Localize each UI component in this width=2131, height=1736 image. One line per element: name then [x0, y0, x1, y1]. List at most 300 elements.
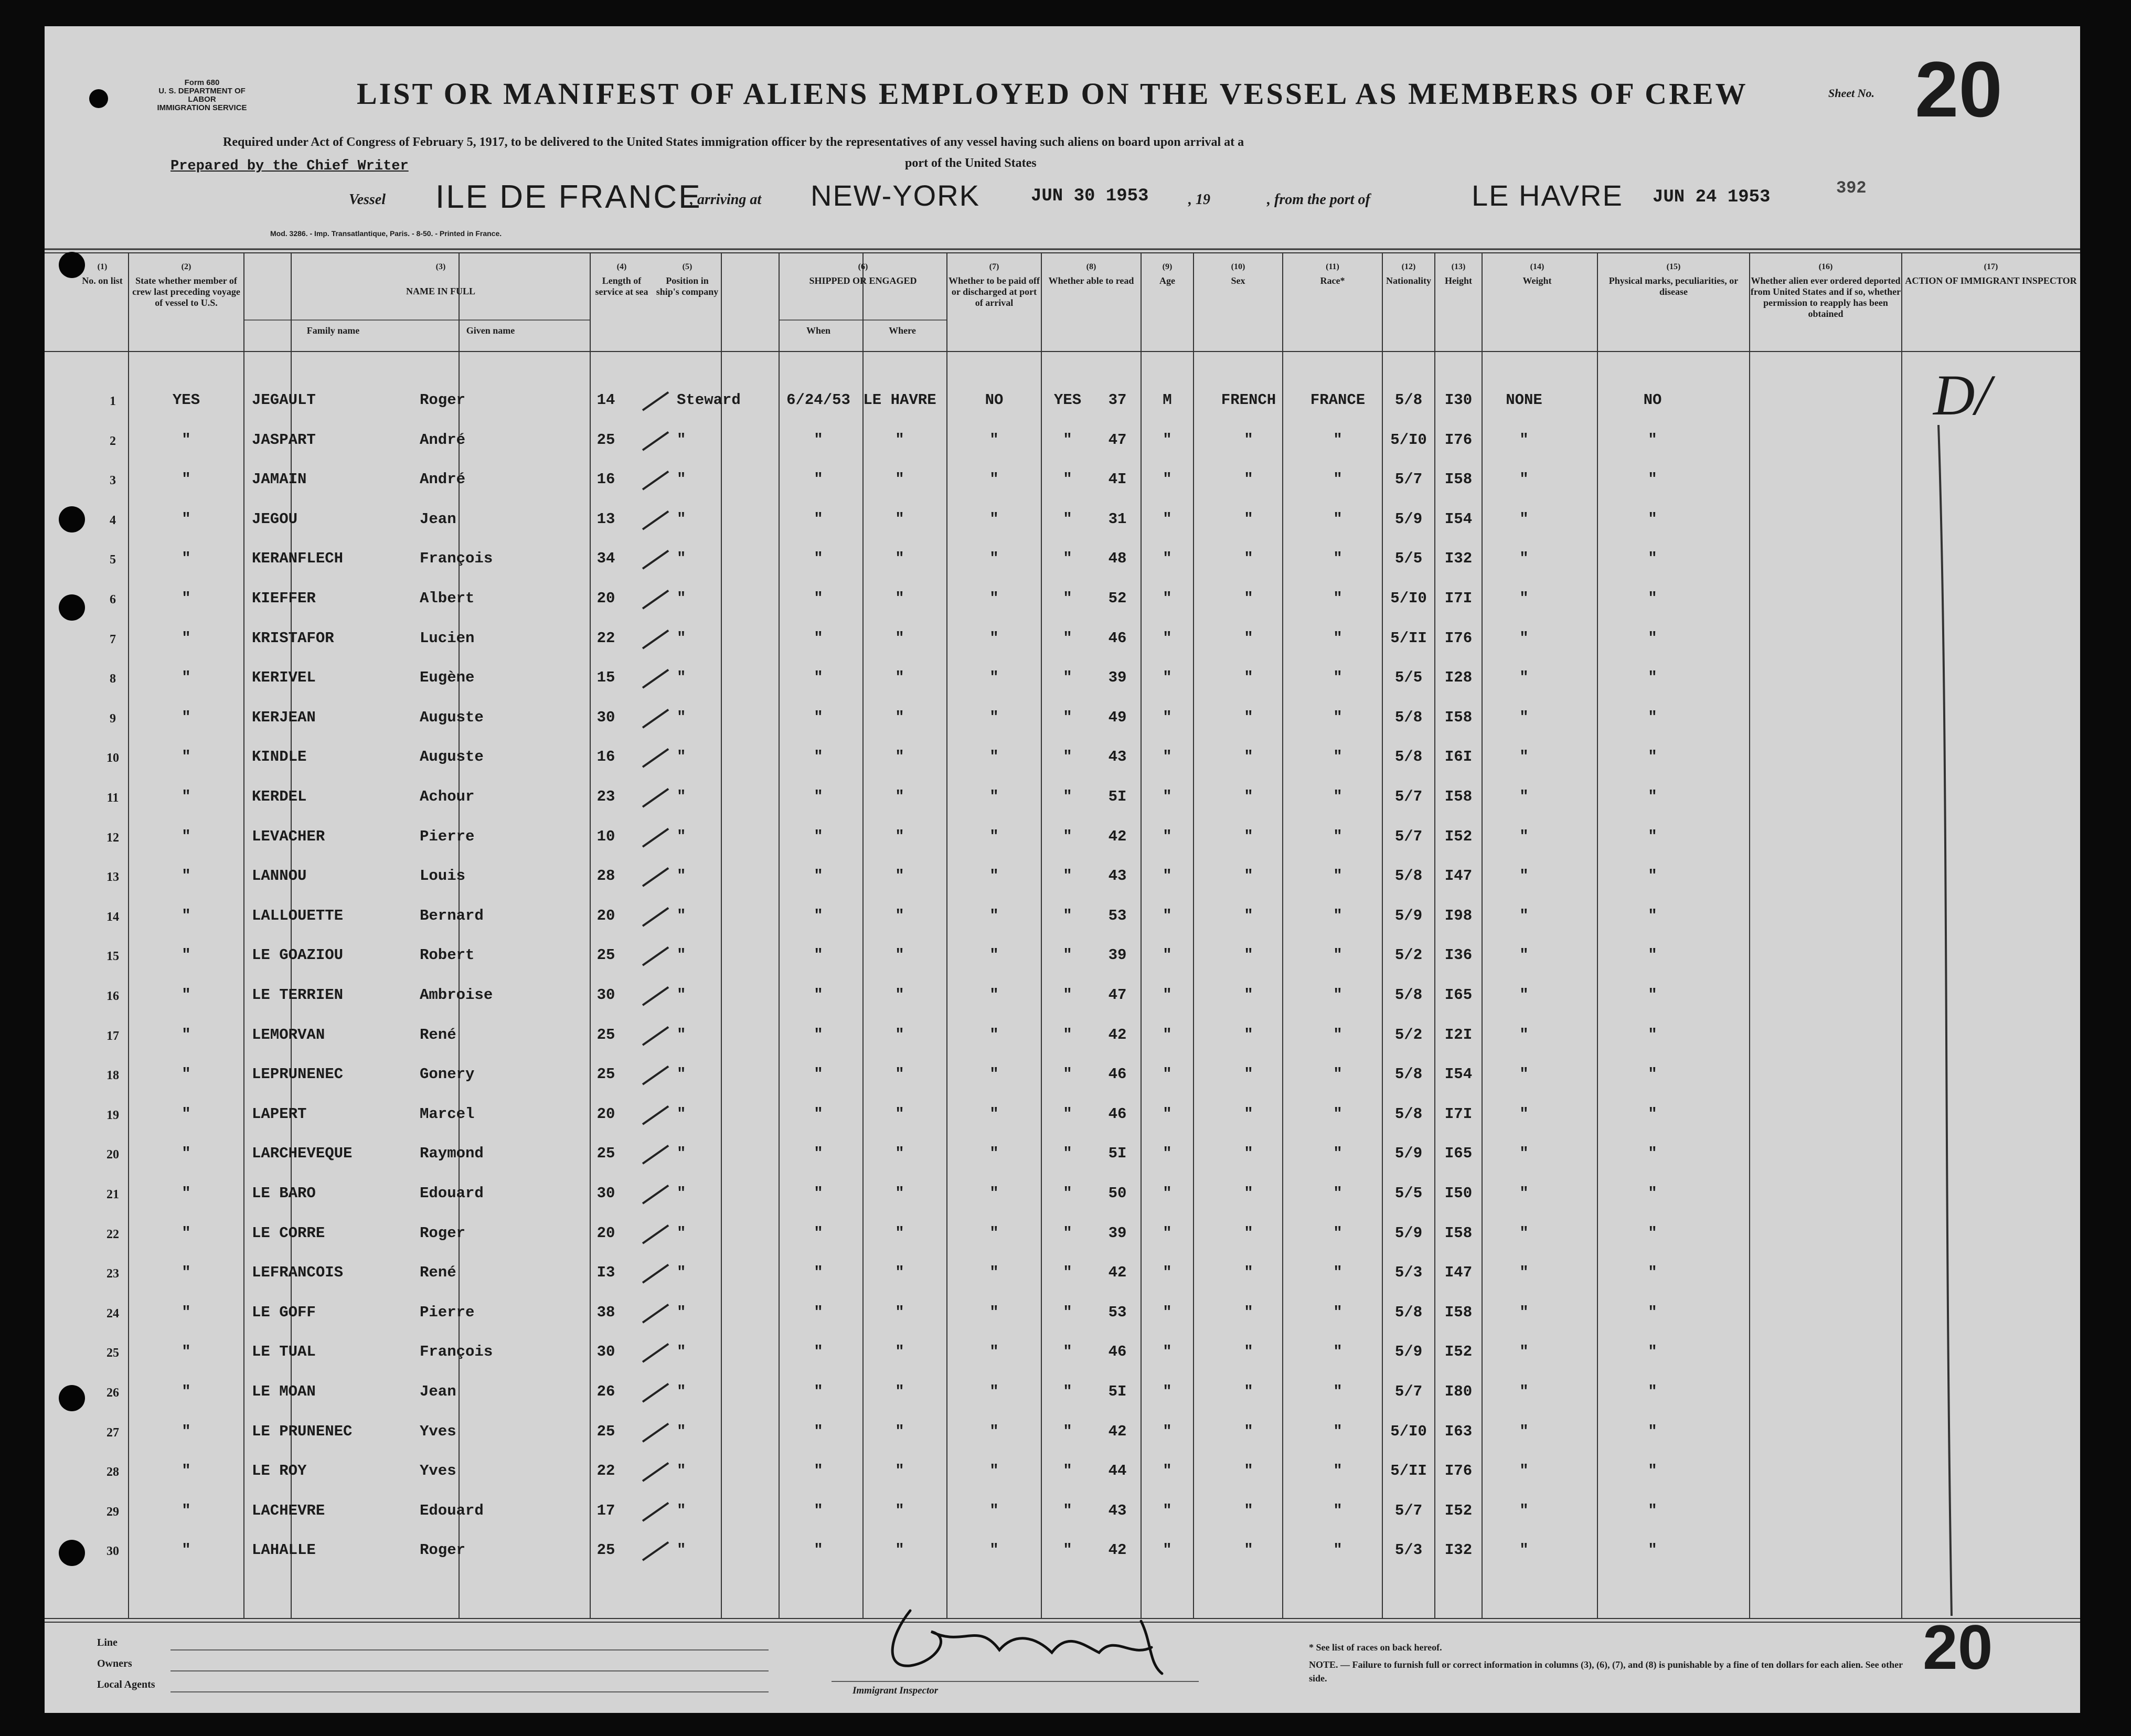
cell-position: "	[677, 827, 686, 845]
cell-age: 43	[1108, 1501, 1127, 1519]
cell-sex: "	[1163, 1145, 1172, 1163]
cell-age: 47	[1108, 986, 1127, 1004]
cell-crew: "	[182, 867, 191, 885]
cell-given: René	[420, 1026, 456, 1043]
cell-race: "	[1244, 788, 1253, 805]
cell-given: Gonery	[420, 1066, 475, 1083]
form-number: Form 680	[184, 78, 220, 87]
cell-weight: I98	[1444, 907, 1473, 924]
cell-given: Louis	[420, 867, 466, 885]
cell-height: 5/8	[1394, 391, 1423, 409]
cell-height: 5/8	[1394, 748, 1423, 766]
cell-nat: "	[1333, 748, 1342, 766]
cell-where: "	[895, 1303, 904, 1321]
cell-nat: "	[1333, 1224, 1342, 1242]
cell-no: 26	[106, 1386, 119, 1400]
cell-no: 10	[106, 751, 119, 765]
footer-sheet-number: 20	[1923, 1612, 1993, 1682]
cell-deported: "	[1648, 1501, 1657, 1519]
cell-position: "	[677, 1026, 686, 1043]
cell-deported: "	[1648, 1066, 1657, 1083]
cell-read: "	[1063, 1541, 1072, 1559]
cell-race: "	[1244, 590, 1253, 607]
column-header: SHIPPED OR ENGAGED	[809, 275, 917, 286]
cell-marks: "	[1519, 1422, 1529, 1440]
cell-position: "	[677, 1224, 686, 1242]
cell-where: "	[895, 1264, 904, 1282]
cell-weight: I30	[1444, 391, 1473, 409]
cell-weight: I80	[1444, 1383, 1473, 1400]
arrival-port: NEW-YORK	[811, 179, 980, 212]
cell-family: LEPRUNENEC	[252, 1066, 344, 1083]
cell-no: 16	[106, 989, 119, 1003]
cell-when: "	[814, 986, 823, 1004]
cell-weight: I52	[1444, 1501, 1473, 1519]
cell-height: 5/5	[1394, 550, 1423, 568]
required-notice-line2: port of the United States	[905, 156, 1037, 170]
cell-when: "	[814, 1105, 823, 1123]
cell-marks: "	[1519, 1383, 1529, 1400]
cell-crew: "	[182, 590, 191, 607]
cell-height: 5/9	[1394, 1224, 1423, 1242]
cell-marks: "	[1519, 1224, 1529, 1242]
cell-where: "	[895, 788, 904, 805]
cell-marks: "	[1519, 986, 1529, 1004]
cell-position: "	[677, 907, 686, 924]
cell-family: LAHALLE	[252, 1541, 316, 1559]
cell-age: 43	[1108, 867, 1127, 885]
cell-weight: I50	[1444, 1185, 1473, 1202]
cell-paid: "	[989, 748, 999, 766]
cell-read: "	[1063, 1105, 1072, 1123]
cell-age: 52	[1108, 590, 1127, 607]
cell-read: "	[1063, 431, 1072, 449]
cell-position: "	[677, 669, 686, 687]
column-number: (10)	[1231, 262, 1245, 271]
cell-service: 25	[596, 1422, 615, 1440]
cell-when: "	[814, 431, 823, 449]
cell-family: KRISTAFOR	[252, 629, 334, 647]
cell-race: "	[1244, 1383, 1253, 1400]
cell-deported: "	[1648, 550, 1657, 568]
cell-sex: "	[1163, 629, 1172, 647]
column-number: (5)	[682, 262, 692, 271]
cell-height: 5/9	[1394, 1343, 1423, 1361]
column-header: Nationality	[1386, 275, 1431, 286]
cell-crew: "	[182, 1264, 191, 1282]
cell-weight: I58	[1444, 471, 1473, 488]
cell-service: 13	[596, 510, 615, 528]
line-label: Line	[97, 1637, 118, 1648]
cell-given: Edouard	[420, 1501, 484, 1519]
cell-nat: "	[1333, 788, 1342, 805]
cell-no: 24	[106, 1306, 119, 1320]
cell-marks: "	[1519, 471, 1529, 488]
cell-family: LE ROY	[252, 1462, 307, 1480]
cell-no: 15	[106, 950, 119, 964]
cell-marks: "	[1519, 590, 1529, 607]
column-header: Height	[1445, 275, 1472, 286]
cell-nat: "	[1333, 1105, 1342, 1123]
column-number: (1)	[97, 262, 108, 271]
cell-paid: "	[989, 1303, 999, 1321]
cell-where: LE HAVRE	[863, 391, 936, 409]
cell-weight: I6I	[1444, 748, 1473, 766]
cell-race: "	[1244, 1185, 1253, 1202]
fine-note: NOTE. — Failure to furnish full or correct information in columns (3), (6), (7), and (8) is punishable by a fine of ten dollars for each alien. See other side.	[1309, 1659, 1903, 1684]
cell-race: "	[1244, 1501, 1253, 1519]
cell-position: "	[677, 788, 686, 805]
cell-race: "	[1244, 867, 1253, 885]
cell-weight: I47	[1444, 867, 1473, 885]
cell-weight: I76	[1444, 1462, 1473, 1480]
cell-no: 17	[106, 1029, 119, 1043]
cell-sex: "	[1163, 946, 1172, 964]
cell-no: 22	[106, 1227, 119, 1241]
cell-given: Roger	[420, 391, 466, 409]
cell-family: LE MOAN	[252, 1383, 316, 1400]
cell-read: "	[1063, 1264, 1072, 1282]
cell-no: 20	[106, 1148, 119, 1162]
cell-crew: "	[182, 907, 191, 924]
cell-when: 6/24/53	[786, 391, 850, 409]
cell-age: 46	[1108, 1105, 1127, 1123]
cell-given: Yves	[420, 1422, 456, 1440]
column-number: (2)	[181, 262, 191, 271]
cell-family: JAMAIN	[252, 471, 307, 488]
cell-deported: "	[1648, 1224, 1657, 1242]
cell-when: "	[814, 1383, 823, 1400]
cell-deported: "	[1648, 1343, 1657, 1361]
cell-family: LEVACHER	[252, 827, 325, 845]
cell-where: "	[895, 867, 904, 885]
cell-read: "	[1063, 748, 1072, 766]
cell-no: 13	[106, 870, 119, 885]
cell-nat: "	[1333, 590, 1342, 607]
cell-race: "	[1244, 1224, 1253, 1242]
cell-family: LANNOU	[252, 867, 307, 885]
cell-height: 5/3	[1394, 1264, 1423, 1282]
cell-service: 38	[596, 1303, 615, 1321]
cell-read: "	[1063, 1145, 1072, 1163]
cell-crew: "	[182, 1185, 191, 1202]
cell-race: "	[1244, 827, 1253, 845]
cell-position: "	[677, 1264, 686, 1282]
cell-nat: "	[1333, 708, 1342, 726]
cell-where: "	[895, 669, 904, 687]
column-number: (11)	[1326, 262, 1339, 271]
cell-crew: "	[182, 669, 191, 687]
cell-paid: "	[989, 1066, 999, 1083]
cell-race: "	[1244, 1303, 1253, 1321]
cell-marks: "	[1519, 788, 1529, 805]
cell-deported: "	[1648, 708, 1657, 726]
cell-paid: "	[989, 1501, 999, 1519]
cell-nat: "	[1333, 1066, 1342, 1083]
cell-crew: "	[182, 1501, 191, 1519]
cell-age: 31	[1108, 510, 1127, 528]
cell-given: Eugène	[420, 669, 475, 687]
cell-race: "	[1244, 986, 1253, 1004]
remarks-handwritten-mark: D/	[1933, 363, 1991, 427]
cell-nat: "	[1333, 1303, 1342, 1321]
cell-deported: "	[1648, 907, 1657, 924]
cell-sex: "	[1163, 788, 1172, 805]
service-name: IMMIGRATION SERVICE	[157, 103, 247, 112]
cell-crew: "	[182, 431, 191, 449]
cell-height: 5/8	[1394, 708, 1423, 726]
cell-service: 22	[596, 629, 615, 647]
cell-no: 19	[106, 1108, 119, 1122]
cell-read: YES	[1053, 391, 1082, 409]
departure-port: LE HAVRE	[1472, 179, 1623, 212]
cell-weight: I32	[1444, 1541, 1473, 1559]
cell-height: 5/8	[1394, 867, 1423, 885]
cell-no: 29	[106, 1505, 119, 1519]
cell-nat: "	[1333, 1185, 1342, 1202]
cell-paid: "	[989, 708, 999, 726]
cell-service: 20	[596, 590, 615, 607]
cell-age: 53	[1108, 1303, 1127, 1321]
cell-when: "	[814, 907, 823, 924]
cell-nat: "	[1333, 1462, 1342, 1480]
cell-service: 25	[596, 1066, 615, 1083]
cell-weight: I54	[1444, 510, 1473, 528]
cell-when: "	[814, 827, 823, 845]
cell-age: 42	[1108, 1026, 1127, 1043]
cell-age: 46	[1108, 1343, 1127, 1361]
cell-family: KERDEL	[252, 788, 307, 805]
cell-age: 5I	[1108, 1383, 1127, 1400]
cell-deported: "	[1648, 669, 1657, 687]
cell-when: "	[814, 788, 823, 805]
cell-where: "	[895, 986, 904, 1004]
cell-paid: "	[989, 867, 999, 885]
column-header: Weight	[1522, 275, 1552, 286]
cell-given: André	[420, 431, 466, 449]
cell-deported: "	[1648, 431, 1657, 449]
cell-weight: I58	[1444, 1303, 1473, 1321]
cell-service: 28	[596, 867, 615, 885]
cell-service: 30	[596, 986, 615, 1004]
cell-when: "	[814, 550, 823, 568]
cell-marks: "	[1519, 510, 1529, 528]
cell-nat: "	[1333, 1422, 1342, 1440]
cell-service: I3	[596, 1264, 615, 1282]
cell-age: 46	[1108, 1066, 1127, 1083]
cell-weight: I65	[1444, 986, 1473, 1004]
cell-paid: "	[989, 788, 999, 805]
cell-deported: "	[1648, 748, 1657, 766]
cell-where: "	[895, 1026, 904, 1043]
manifest-title: LIST OR MANIFEST OF ALIENS EMPLOYED ON THE VESSEL AS MEMBERS OF CREW	[357, 77, 1748, 111]
cell-family: LEFRANCOIS	[252, 1264, 344, 1282]
cell-weight: I7I	[1444, 590, 1473, 607]
cell-no: 4	[110, 513, 116, 527]
cell-sex: "	[1163, 669, 1172, 687]
cell-where: "	[895, 1105, 904, 1123]
cell-height: 5/8	[1394, 1066, 1423, 1083]
cell-family: JEGAULT	[252, 391, 316, 409]
cell-where: "	[895, 1501, 904, 1519]
cell-crew: "	[182, 1422, 191, 1440]
cell-marks: "	[1519, 1541, 1529, 1559]
cell-weight: I65	[1444, 1145, 1473, 1163]
cell-given: René	[420, 1264, 456, 1282]
cell-family: LALLOUETTE	[252, 907, 344, 924]
cell-sex: "	[1163, 510, 1172, 528]
cell-position: "	[677, 1383, 686, 1400]
cell-given: Raymond	[420, 1145, 484, 1163]
cell-when: "	[814, 629, 823, 647]
cell-race: "	[1244, 669, 1253, 687]
cell-race: "	[1244, 1541, 1253, 1559]
cell-deported: "	[1648, 946, 1657, 964]
cell-nat: "	[1333, 1501, 1342, 1519]
cell-service: 15	[596, 669, 615, 687]
cell-sex: "	[1163, 1462, 1172, 1480]
binder-hole	[89, 89, 108, 108]
cell-sex: "	[1163, 1343, 1172, 1361]
cell-race: "	[1244, 748, 1253, 766]
cell-crew: "	[182, 471, 191, 488]
cell-position: "	[677, 1343, 686, 1361]
cell-given: Achour	[420, 788, 475, 805]
cell-when: "	[814, 471, 823, 488]
cell-deported: "	[1648, 827, 1657, 845]
cell-sex: "	[1163, 907, 1172, 924]
cell-deported: "	[1648, 1303, 1657, 1321]
cell-height: 5/5	[1394, 669, 1423, 687]
cell-sex: M	[1163, 391, 1172, 409]
cell-where: "	[895, 1145, 904, 1163]
column-header: Position in ship's company	[656, 275, 719, 297]
cell-marks: "	[1519, 1145, 1529, 1163]
column-header: State whether member of crew last preceding voyage of vessel to U.S.	[132, 275, 240, 308]
cell-crew: "	[182, 1343, 191, 1361]
cell-position: Steward	[677, 391, 741, 409]
cell-when: "	[814, 590, 823, 607]
cell-deported: "	[1648, 1462, 1657, 1480]
cell-read: "	[1063, 669, 1072, 687]
cell-nat: "	[1333, 1145, 1342, 1163]
departure-date: JUN 24 1953	[1653, 187, 1771, 207]
remarks-margin-line	[1928, 425, 1959, 1621]
cell-read: "	[1063, 629, 1072, 647]
cell-sex: "	[1163, 867, 1172, 885]
cell-position: "	[677, 1541, 686, 1559]
where-subheader: Where	[889, 325, 916, 336]
cell-crew: "	[182, 788, 191, 805]
cell-height: 5/9	[1394, 907, 1423, 924]
cell-weight: I52	[1444, 1343, 1473, 1361]
cell-age: 39	[1108, 946, 1127, 964]
cell-age: 39	[1108, 669, 1127, 687]
cell-crew: "	[182, 1105, 191, 1123]
cell-marks: "	[1519, 708, 1529, 726]
family-name-subheader: Family name	[306, 325, 360, 336]
cell-where: "	[895, 907, 904, 924]
cell-sex: "	[1163, 1303, 1172, 1321]
vessel-name: ILE DE FRANCE	[435, 179, 702, 215]
cell-when: "	[814, 946, 823, 964]
cell-age: 42	[1108, 1264, 1127, 1282]
cell-family: LAPERT	[252, 1105, 307, 1123]
cell-height: 5/7	[1394, 1383, 1423, 1400]
cell-deported: "	[1648, 1541, 1657, 1559]
cell-when: "	[814, 1264, 823, 1282]
cell-paid: "	[989, 1026, 999, 1043]
race-note: * See list of races on back hereof.	[1309, 1642, 1442, 1653]
cell-where: "	[895, 708, 904, 726]
cell-weight: I7I	[1444, 1105, 1473, 1123]
column-header: Age	[1159, 275, 1175, 286]
cell-age: 5I	[1108, 788, 1127, 805]
cell-weight: I76	[1444, 629, 1473, 647]
cell-where: "	[895, 748, 904, 766]
column-header: No. on list	[82, 275, 123, 286]
column-header: Race*	[1320, 275, 1345, 286]
cell-crew: "	[182, 629, 191, 647]
cell-crew: "	[182, 1026, 191, 1043]
cell-position: "	[677, 748, 686, 766]
binder-hole	[59, 506, 85, 532]
cell-marks: "	[1519, 827, 1529, 845]
cell-given: Jean	[420, 1383, 456, 1400]
cell-paid: "	[989, 1185, 999, 1202]
cell-nat: "	[1333, 827, 1342, 845]
cell-read: "	[1063, 1462, 1072, 1480]
cell-nat: "	[1333, 867, 1342, 885]
cell-where: "	[895, 431, 904, 449]
cell-read: "	[1063, 788, 1072, 805]
cell-height: 5/9	[1394, 510, 1423, 528]
cell-height: 5/8	[1394, 1105, 1423, 1123]
cell-when: "	[814, 1145, 823, 1163]
cell-weight: I32	[1444, 550, 1473, 568]
cell-service: 30	[596, 1343, 615, 1361]
cell-read: "	[1063, 1026, 1072, 1043]
cell-service: 23	[596, 788, 615, 805]
cell-position: "	[677, 550, 686, 568]
cell-no: 28	[106, 1465, 119, 1479]
cell-crew: "	[182, 550, 191, 568]
cell-paid: "	[989, 1224, 999, 1242]
cell-paid: "	[989, 1541, 999, 1559]
cell-nat: "	[1333, 907, 1342, 924]
cell-race: "	[1244, 907, 1253, 924]
cell-weight: I58	[1444, 1224, 1473, 1242]
cell-race: "	[1244, 471, 1253, 488]
cell-read: "	[1063, 1422, 1072, 1440]
cell-position: "	[677, 1501, 686, 1519]
cell-given: André	[420, 471, 466, 488]
cell-no: 18	[106, 1069, 119, 1083]
column-number: (13)	[1451, 262, 1466, 271]
cell-crew: "	[182, 986, 191, 1004]
cell-service: 25	[596, 1145, 615, 1163]
column-number: (6)	[858, 262, 868, 271]
cell-age: 5I	[1108, 1145, 1127, 1163]
cell-race: "	[1244, 550, 1253, 568]
cell-when: "	[814, 1501, 823, 1519]
cell-weight: I76	[1444, 431, 1473, 449]
cell-deported: "	[1648, 1026, 1657, 1043]
cell-weight: I58	[1444, 788, 1473, 805]
cell-read: "	[1063, 1066, 1072, 1083]
cell-read: "	[1063, 1185, 1072, 1202]
cell-paid: "	[989, 1462, 999, 1480]
